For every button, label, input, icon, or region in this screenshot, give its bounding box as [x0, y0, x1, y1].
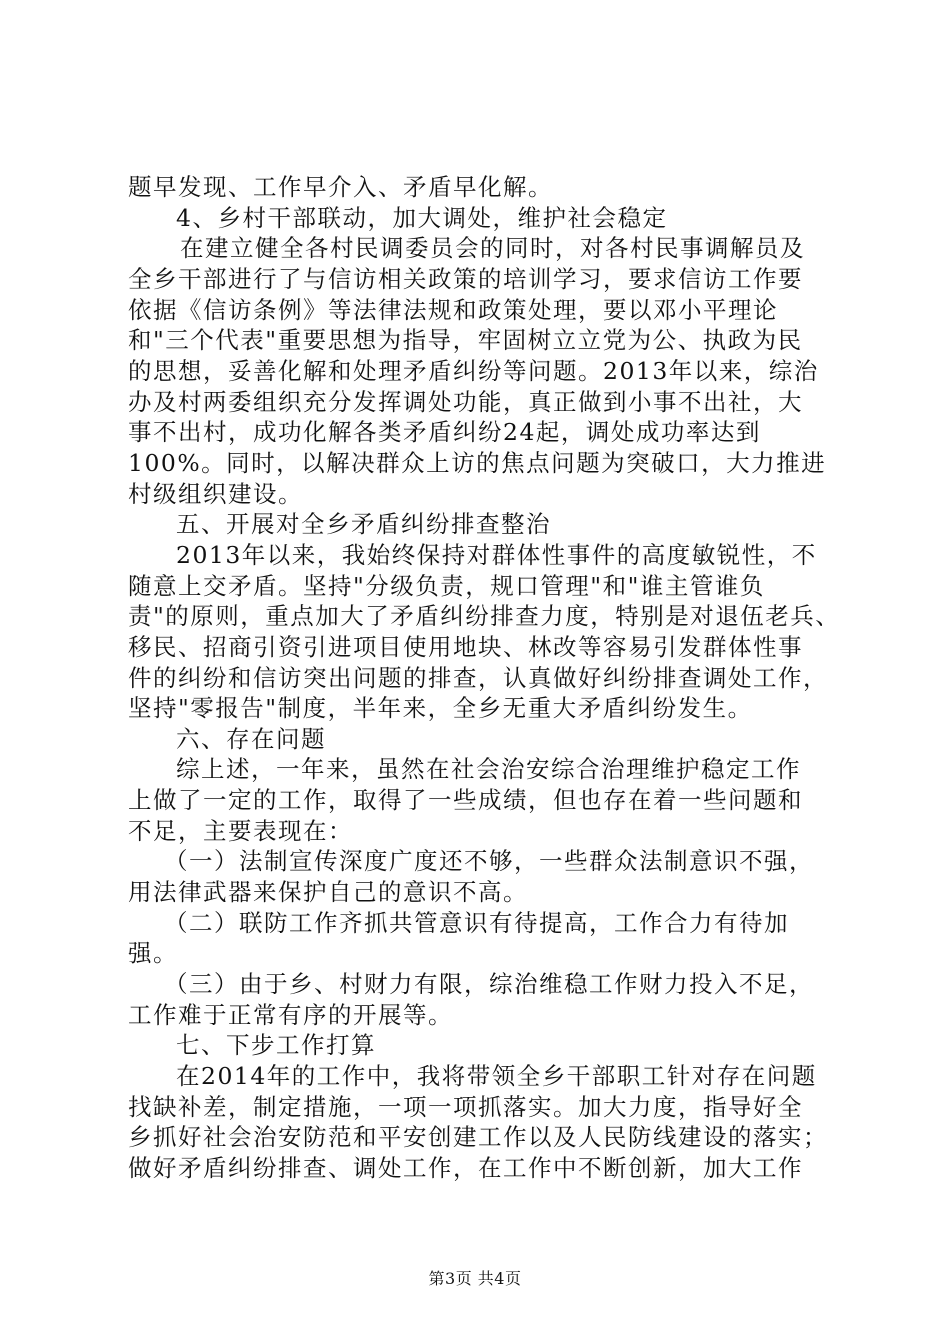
- text-line: 全乡干部进行了与信访相关政策的培训学习，要求信访工作要: [128, 265, 803, 293]
- text-line: （三）由于乡、村财力有限，综治维稳工作财力投入不足，: [164, 970, 814, 998]
- text-line: 的思想，妥善化解和处理矛盾纠纷等问题。2013年以来，综治: [128, 357, 819, 385]
- text-line: 找缺补差，制定措施，一项一项抓落实。加大力度，指导好全: [128, 1093, 803, 1121]
- text-line: 件的纠纷和信访突出问题的排查，认真做好纠纷排查调处工作，: [128, 664, 828, 692]
- text-line: 村级组织建设。: [128, 480, 303, 508]
- section-heading: 五、开展对全乡矛盾纠纷排查整治: [176, 510, 551, 538]
- text-line: 在建立健全各村民调委员会的同时，对各村民事调解员及: [180, 234, 805, 262]
- text-line: 100%。同时，以解决群众上访的焦点问题为突破口，大力推进: [128, 449, 827, 477]
- text-line: 强。: [128, 939, 178, 967]
- text-line: 随意上交矛盾。坚持"分级负责，规口管理"和"谁主管谁负: [128, 572, 765, 600]
- text-line: 在2014年的工作中，我将带领全乡干部职工针对存在问题: [176, 1062, 817, 1090]
- section-heading: 七、下步工作打算: [176, 1031, 376, 1059]
- section-heading: 六、存在问题: [176, 725, 326, 753]
- text-line: 坚持"零报告"制度，半年来，全乡无重大矛盾纠纷发生。: [128, 694, 753, 722]
- text-line: 和"三个代表"重要思想为指导，牢固树立立党为公、执政为民: [128, 326, 803, 354]
- text-line: 事不出村，成功化解各类矛盾纠纷24起，调处成功率达到: [128, 418, 761, 446]
- text-line: 题早发现、工作早介入、矛盾早化解。: [128, 173, 553, 201]
- text-line: 依据《信访条例》等法律法规和政策处理，要以邓小平理论: [128, 296, 778, 324]
- text-line: 办及村两委组织充分发挥调处功能，真正做到小事不出社，大: [128, 388, 803, 416]
- text-line: 综上述，一年来，虽然在社会治安综合治理维护稳定工作: [176, 755, 801, 783]
- text-line: 上做了一定的工作，取得了一些成绩，但也存在着一些问题和: [128, 786, 803, 814]
- text-line: 2013年以来，我始终保持对群体性事件的高度敏锐性，不: [176, 541, 817, 569]
- text-line: 不足，主要表现在：: [128, 817, 353, 845]
- text-line: 做好矛盾纠纷排查、调处工作，在工作中不断创新，加大工作: [128, 1154, 803, 1182]
- text-line: 移民、招商引资引进项目使用地块、林改等容易引发群体性事: [128, 633, 803, 661]
- text-line: （一）法制宣传深度广度还不够，一些群众法制意识不强，: [164, 847, 814, 875]
- text-line: 责"的原则，重点加大了矛盾纠纷排查力度，特别是对退伍老兵、: [128, 602, 841, 630]
- text-line: 用法律武器来保护自己的意识不高。: [128, 878, 528, 906]
- text-line: 乡抓好社会治安防范和平安创建工作以及人民防线建设的落实；: [128, 1123, 828, 1151]
- text-line: 工作难于正常有序的开展等。: [128, 1001, 453, 1029]
- heading-line: 4、乡村干部联动，加大调处，维护社会稳定: [176, 204, 668, 232]
- page-number-footer: 第3页 共4页: [428, 1269, 522, 1288]
- text-line: （二）联防工作齐抓共管意识有待提高，工作合力有待加: [164, 909, 789, 937]
